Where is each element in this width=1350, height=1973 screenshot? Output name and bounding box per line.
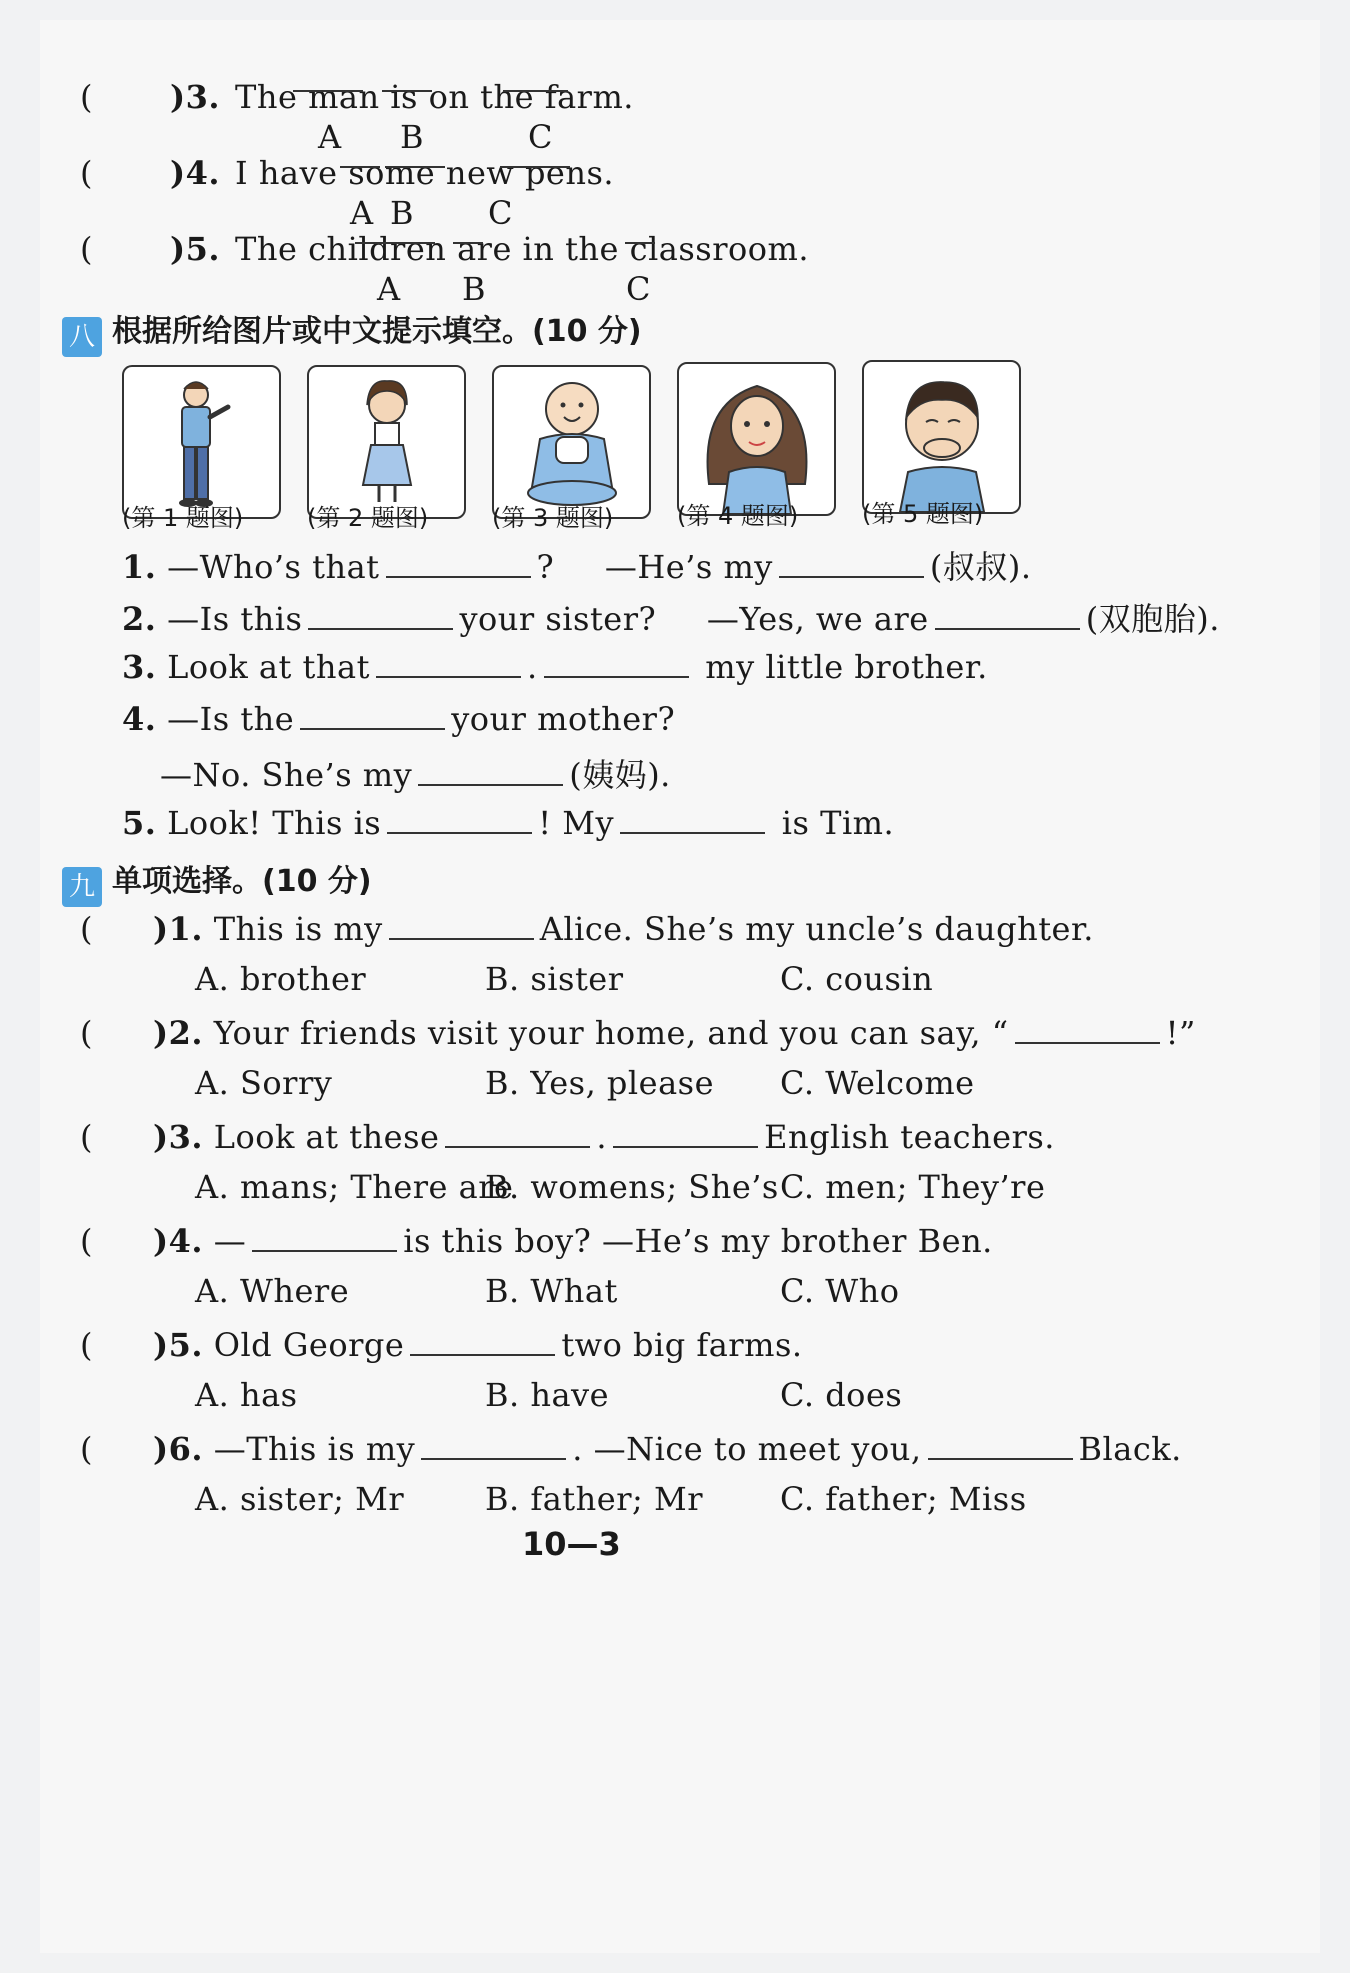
s9-q1-stem-a: This is my (213, 910, 383, 948)
s9-q1-option-b[interactable]: B. sister (485, 960, 624, 998)
s9-q1-number: )1. (152, 910, 204, 948)
s8-q2-text-b: your sister? (459, 600, 657, 638)
section9-badge: 九 (62, 867, 102, 907)
s7-q3-label-c: C (528, 118, 553, 156)
s9-q2-option-b[interactable]: B. Yes, please (485, 1064, 714, 1102)
s9-q3-blank-1[interactable] (445, 1116, 590, 1148)
girl-figure-icon (309, 367, 464, 517)
caption-picture-4: (第 4 题图) (677, 502, 799, 530)
s8-q5-text-b: ! My (538, 804, 615, 842)
s9-q4-number: )4. (152, 1222, 204, 1260)
s9-q3-number: )3. (152, 1118, 204, 1156)
s9-q4-option-c[interactable]: C. Who (780, 1272, 900, 1310)
s8-q2-hint: (双胞胎). (1085, 600, 1220, 638)
s8-q5-text-a: Look! This is (167, 804, 382, 842)
s8-q2-blank-2[interactable] (935, 598, 1080, 630)
s9-q2-paren: ( (80, 1014, 93, 1052)
s7-q4-sentence: I have some new pens. (235, 154, 615, 192)
s9-q5-stem-a: Old George (213, 1326, 405, 1364)
s7-q4-label-a: A (350, 194, 374, 232)
s8-q2-number: 2. (122, 600, 157, 638)
s8-q1-hint: (叔叔). (929, 548, 1032, 586)
s8-q3-number: 3. (122, 648, 157, 686)
s9-q1-option-c[interactable]: C. cousin (780, 960, 934, 998)
s8-q1-number: 1. (122, 548, 157, 586)
s8-q1-blank-2[interactable] (779, 546, 924, 578)
s8-q3-text-a: Look at that (167, 648, 370, 686)
s9-q6-stem-a: —This is my (213, 1430, 416, 1468)
baby-figure-icon (494, 367, 649, 517)
s8-q5-text-c: is Tim. (781, 804, 895, 842)
s9-q6-option-c[interactable]: C. father; Miss (780, 1480, 1027, 1518)
s9-q5-option-b[interactable]: B. have (485, 1376, 610, 1414)
s9-q1-blank[interactable] (389, 908, 534, 940)
s9-q2-number: )2. (152, 1014, 204, 1052)
s7-q3-mark-a (293, 90, 363, 92)
s7-q4-paren: ( (80, 154, 93, 192)
s9-q6-stem-mid: . —Nice to meet you, (572, 1430, 922, 1468)
section9-header (62, 856, 372, 907)
s7-q3-label-a: A (318, 118, 342, 156)
s8-question-4 (122, 698, 675, 738)
s9-q2-blank[interactable] (1015, 1012, 1160, 1044)
s9-question-6 (80, 1428, 1182, 1468)
s7-q5-mark-a (355, 242, 435, 244)
s7-q4-label-c: C (488, 194, 513, 232)
s7-q5-label-c: C (626, 270, 651, 308)
section8-badge: 八 (62, 317, 102, 357)
page-number: 10—3 (522, 1525, 621, 1563)
s7-q5-label-b: B (462, 270, 486, 308)
s9-q4-option-a[interactable]: A. Where (195, 1272, 350, 1310)
s9-q4-stem-b: is this boy? —He’s my brother Ben. (403, 1222, 993, 1260)
s8-q4-blank-1[interactable] (300, 698, 445, 730)
woman-figure-icon (679, 364, 834, 514)
s8-q3-blank-2[interactable] (544, 646, 689, 678)
s8-q3-blank-1[interactable] (376, 646, 521, 678)
s9-q6-number: )6. (152, 1430, 204, 1468)
s8-q1-text-b: ? (536, 548, 555, 586)
man-figure-icon (124, 367, 279, 517)
s8-q1-text-a: —Who’s that (167, 548, 380, 586)
s9-q2-option-c[interactable]: C. Welcome (780, 1064, 975, 1102)
s9-q3-option-a[interactable]: A. mans; There are (195, 1168, 514, 1206)
s9-q1-option-a[interactable]: A. brother (195, 960, 367, 998)
s9-q2-option-a[interactable]: A. Sorry (195, 1064, 333, 1102)
s8-q5-number: 5. (122, 804, 157, 842)
s7-q3-paren: ( (80, 78, 93, 116)
s9-q5-stem-b: two big farms. (561, 1326, 803, 1364)
s9-q6-blank-1[interactable] (421, 1428, 566, 1460)
caption-picture-3: (第 3 题图) (492, 504, 614, 532)
s9-q3-blank-2[interactable] (613, 1116, 758, 1148)
s7-q4-mark-b (385, 166, 445, 168)
s7-q4-number: )4. (170, 154, 221, 192)
s9-q6-stem-b: Black. (1078, 1430, 1182, 1468)
s9-q4-option-b[interactable]: B. What (485, 1272, 618, 1310)
s8-q3-text-b: . (526, 648, 538, 686)
picture-4-woman (677, 362, 836, 516)
s9-q2-stem-b: !” (1165, 1014, 1196, 1052)
s7-q3-label-b: B (400, 118, 424, 156)
picture-3-baby (492, 365, 651, 519)
section8-title: 根据所给图片或中文提示填空。(10 分) (112, 314, 642, 349)
s7-q5-label-a: A (377, 270, 401, 308)
s9-q5-blank[interactable] (410, 1324, 555, 1356)
s9-q4-paren: ( (80, 1222, 93, 1260)
s8-q5-blank-1[interactable] (387, 802, 532, 834)
s8-q2-text-a: —Is this (167, 600, 303, 638)
s8-q4-hint: (姨妈). (569, 756, 671, 794)
caption-picture-1: (第 1 题图) (122, 504, 244, 532)
s9-q3-option-c[interactable]: C. men; They’re (780, 1168, 1046, 1206)
s9-q6-option-b[interactable]: B. father; Mr (485, 1480, 703, 1518)
s8-q4-text-c: —No. She’s my (160, 756, 413, 794)
s7-q3-number: )3. (170, 78, 221, 116)
boy-figure-icon (864, 362, 1019, 512)
caption-picture-2: (第 2 题图) (307, 504, 429, 532)
s9-q1-paren: ( (80, 910, 93, 948)
caption-picture-5: (第 5 题图) (862, 500, 984, 528)
s9-q5-paren: ( (80, 1326, 93, 1364)
s9-q6-option-a[interactable]: A. sister; Mr (195, 1480, 405, 1518)
picture-2-girl (307, 365, 466, 519)
section8-header (62, 306, 642, 357)
s9-q4-blank[interactable] (252, 1220, 397, 1252)
s9-q3-stem-a: Look at these (213, 1118, 440, 1156)
picture-5-boy (862, 360, 1021, 514)
s8-q4-blank-2[interactable] (418, 754, 563, 786)
s8-question-4-answer (160, 750, 671, 796)
s7-q5-mark-b (453, 242, 483, 244)
s9-q6-blank-2[interactable] (928, 1428, 1073, 1460)
s8-question-2 (122, 594, 1220, 640)
s9-q3-paren: ( (80, 1118, 93, 1156)
s7-q4-mark-c (500, 166, 570, 168)
section9-title: 单项选择。(10 分) (112, 864, 372, 899)
s9-question-3 (80, 1116, 1055, 1156)
s9-question-4 (80, 1220, 993, 1260)
s7-q5-number: )5. (170, 230, 221, 268)
s7-q3-mark-b (382, 90, 432, 92)
s9-q5-number: )5. (152, 1326, 204, 1364)
s8-question-3 (122, 646, 988, 686)
s9-q3-option-b[interactable]: B. womens; She’s (485, 1168, 779, 1206)
s9-q3-stem-mid: . (596, 1118, 608, 1156)
s8-question-1 (122, 542, 1032, 588)
s9-q3-stem-b: English teachers. (764, 1118, 1055, 1156)
s7-q3-mark-c (503, 90, 568, 92)
s8-q2-blank-1[interactable] (308, 598, 453, 630)
s9-q4-stem-a: — (213, 1222, 247, 1260)
s8-question-5 (122, 802, 894, 842)
worksheet-page (40, 20, 1320, 1953)
s9-q2-stem-a: Your friends visit your home, and you can say, “ (213, 1014, 1009, 1052)
s7-q5-sentence: The children are in the classroom. (235, 230, 810, 268)
s8-q1-text-c: —He’s my (604, 548, 773, 586)
s9-question-2 (80, 1012, 1196, 1052)
s8-q4-number: 4. (122, 700, 157, 738)
s8-q3-text-c: my little brother. (705, 648, 988, 686)
s9-q6-paren: ( (80, 1430, 93, 1468)
s8-q1-blank-1[interactable] (386, 546, 531, 578)
s8-q2-text-c: —Yes, we are (706, 600, 929, 638)
s7-q5-paren: ( (80, 230, 93, 268)
picture-1-man (122, 365, 281, 519)
s7-q3-sentence: The man is on the farm. (235, 78, 634, 116)
s9-question-1 (80, 908, 1094, 948)
s7-q5-mark-c (625, 242, 655, 244)
s8-q5-blank-2[interactable] (620, 802, 765, 834)
s9-question-5 (80, 1324, 803, 1364)
s7-q4-label-b: B (390, 194, 414, 232)
s9-q5-option-c[interactable]: C. does (780, 1376, 903, 1414)
s8-q4-text-a: —Is the (167, 700, 295, 738)
s7-q4-mark-a (340, 166, 380, 168)
s8-q4-text-b: your mother? (451, 700, 676, 738)
s9-q5-option-a[interactable]: A. has (195, 1376, 298, 1414)
s9-q1-stem-b: Alice. She’s my uncle’s daughter. (539, 910, 1094, 948)
